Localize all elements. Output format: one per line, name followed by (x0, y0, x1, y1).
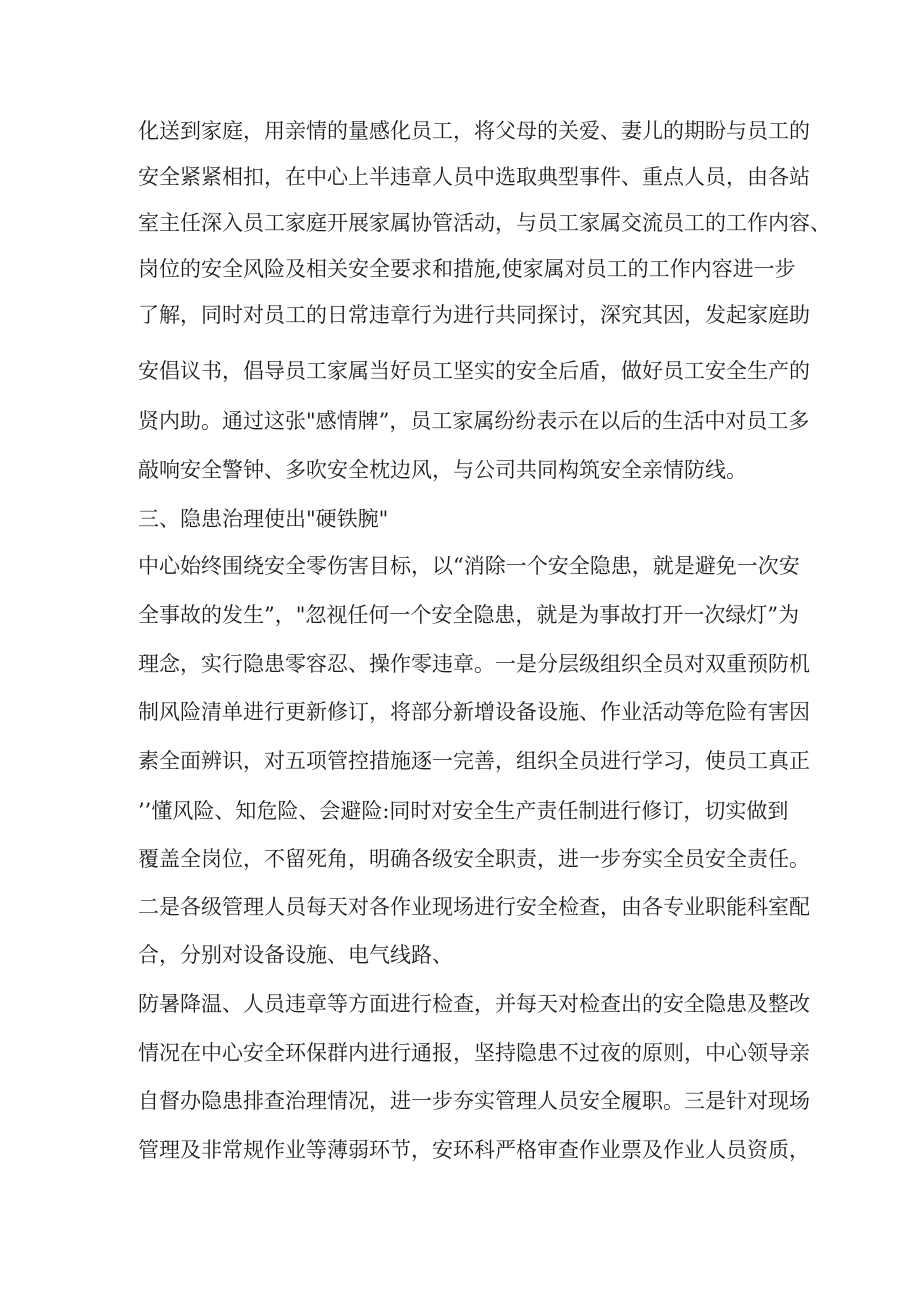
body-line: 中心始终围绕安全零伤害目标，以“消除一个安全隐患，就是避免一次安 (138, 554, 800, 578)
body-line: 二是各级管理人员每天对各作业现场进行安全检查，由各专业职能科室配 (138, 895, 810, 919)
body-line: 室主任深入员工家庭开展家属协管活动，与员工家属交流员工的工作内容、 (138, 211, 831, 235)
body-line: 管理及非常规作业等薄弱环节，安环科严格审查作业票及作业人员资质， (138, 1138, 810, 1162)
body-line: 岗位的安全风险及相关安全要求和措施,使家属对员工的工作内容进一步 (138, 257, 796, 281)
body-line: 合，分别对设备设施、电气线路、 (138, 943, 453, 967)
body-line: ’’懂风险、知危险、会避险:同时对安全生产责任制进行修订，切实做到 (138, 799, 789, 823)
body-line: 贤内助。通过这张"感情牌”，员工家属纷纷表示在以后的生活中对员工多 (138, 409, 810, 433)
body-line: 素全面辨识，对五项管控措施逐一完善，组织全员进行学习，使员工真正 (138, 749, 810, 773)
body-line: 自督办隐患排查治理情况，进一步夯实管理人员安全履职。三是针对现场 (138, 1089, 810, 1113)
body-line: 安全紧紧相扣，在中心上半违章人员中选取典型事件、重点人员，由各站 (138, 165, 810, 189)
body-line: 全事故的发生”，"忽视任何一个安全隐患，就是为事故打开一次绿灯”为 (138, 603, 800, 627)
body-line: 敲响安全警钟、多吹安全枕边风，与公司共同构筑安全亲情防线。 (138, 458, 747, 482)
body-line: 覆盖全岗位，不留死角，明确各级安全职责，进一步夯实全员安全责任。 (138, 847, 810, 871)
body-line: 了解，同时对员工的日常违章行为进行共同探讨，深究其因，发起家庭助 (138, 303, 810, 327)
section-heading: 三、隐患治理使出"硬铁腕" (138, 507, 389, 531)
body-line: 防暑降温、人员违章等方面进行检查，并每天对检查出的安全隐患及整改 (138, 992, 810, 1016)
body-line: 安倡议书，倡导员工家属当好员工坚实的安全后盾，做好员工安全生产的 (138, 359, 810, 383)
body-line: 化送到家庭，用亲情的量感化员工，将父母的关爱、妻儿的期盼与员工的 (138, 119, 810, 143)
body-line: 理念，实行隐患零容忍、操作零违章。一是分层级组织全员对双重预防机 (138, 652, 810, 676)
body-line: 情况在中心安全环保群内进行通报，坚持隐患不过夜的原则，中心领导亲 (138, 1041, 810, 1065)
body-line: 制风险清单进行更新修订，将部分新增设备设施、作业活动等危险有害因 (138, 700, 810, 724)
